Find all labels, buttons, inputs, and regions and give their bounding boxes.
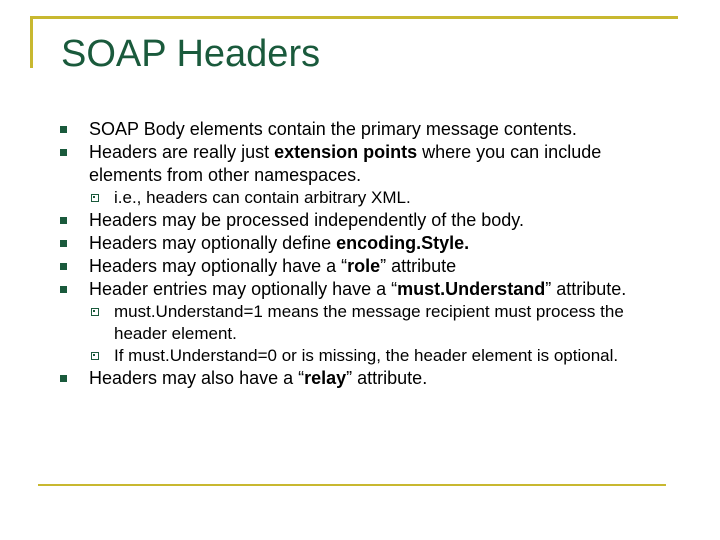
square-bullet-icon: [60, 149, 67, 156]
bullet-list: [0, 118, 720, 390]
bottom-accent-line: [38, 484, 666, 486]
bullet-text: Headers may optionally have a “: [89, 256, 348, 276]
bullet-item: [89, 255, 649, 278]
sub-bullet-item: [114, 345, 634, 367]
bullet-text: ” attribute.: [545, 279, 627, 299]
sub-bullet-item: [114, 301, 634, 345]
bullet-text: SOAP Body elements contain the primary message contents.: [89, 119, 577, 139]
bullet-text: Headers may also have a “: [89, 368, 305, 388]
square-bullet-icon: [60, 240, 67, 247]
bullet-item: [89, 278, 649, 301]
bullet-text: ” attribute.: [346, 368, 428, 388]
bullet-text: ” attribute: [380, 256, 457, 276]
left-accent-line: [30, 16, 33, 68]
bullet-text: Headers may optionally define: [89, 233, 337, 253]
hollow-square-bullet-icon: [91, 194, 99, 202]
bullet-bold-text: extension points: [274, 142, 418, 162]
bullet-bold-text: relay: [304, 368, 347, 388]
bullet-text: Headers may be processed independently of the body.: [89, 210, 524, 230]
bullet-item: [89, 118, 649, 141]
bullet-item: [89, 141, 649, 187]
square-bullet-icon: [60, 286, 67, 293]
bullet-item: [89, 367, 649, 390]
bullet-bold-text: encoding.Style.: [336, 233, 470, 253]
square-bullet-icon: [60, 126, 67, 133]
square-bullet-icon: [60, 375, 67, 382]
square-bullet-icon: [60, 263, 67, 270]
sub-bullet-text: must.Understand=1 means the message recipient must process the header element.: [114, 302, 624, 343]
bullet-item: [89, 209, 649, 232]
bullet-bold-text: must.Understand: [397, 279, 546, 299]
slide-title: SOAP Headers: [61, 33, 321, 75]
sub-bullet-item: [114, 187, 634, 209]
bullet-text: Headers are really just: [89, 142, 275, 162]
top-accent-line: [30, 16, 678, 19]
square-bullet-icon: [60, 217, 67, 224]
bullet-text: Header entries may optionally have a “: [89, 279, 398, 299]
bullet-text: where you can include elements from other namespaces.: [89, 142, 602, 185]
bullet-bold-text: role: [347, 256, 381, 276]
hollow-square-bullet-icon: [91, 352, 99, 360]
sub-bullet-text: i.e., headers can contain arbitrary XML.: [114, 188, 411, 207]
sub-bullet-text: If must.Understand=0 or is missing, the header element is optional.: [114, 346, 619, 365]
hollow-square-bullet-icon: [91, 308, 99, 316]
bullet-item: [89, 232, 649, 255]
